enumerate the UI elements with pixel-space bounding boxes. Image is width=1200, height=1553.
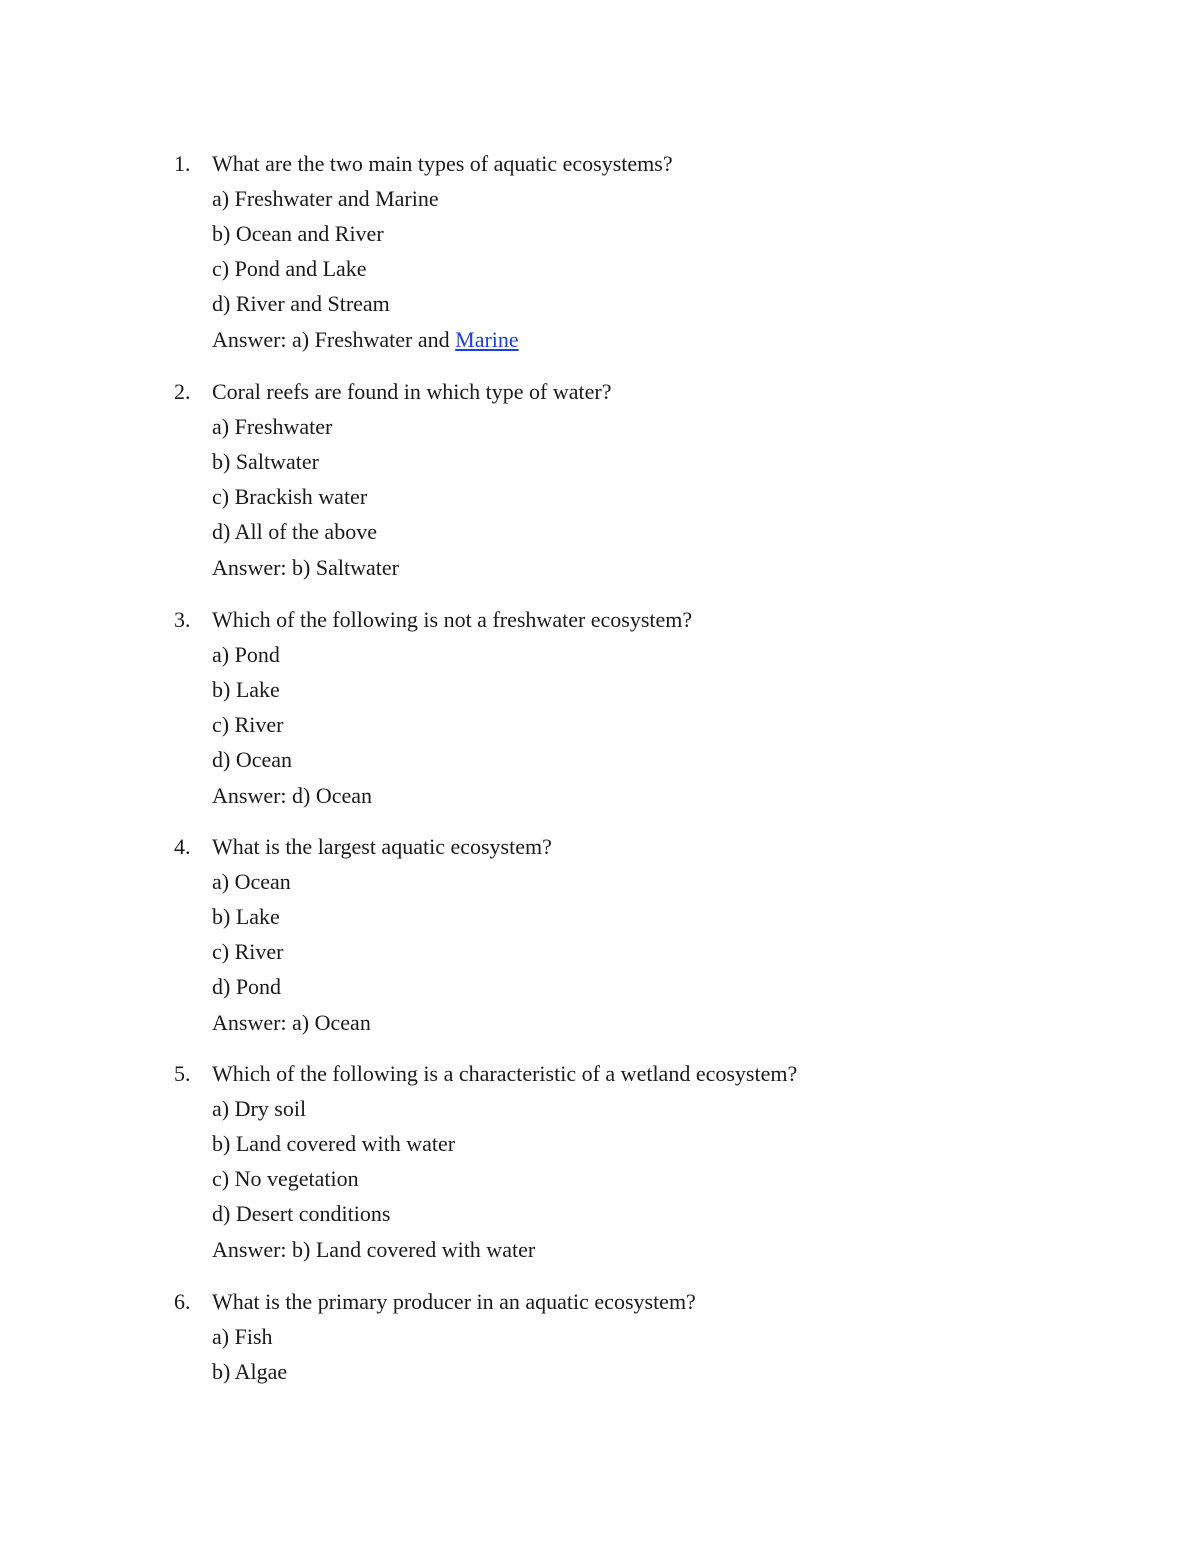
option-a: a) Freshwater	[212, 414, 333, 439]
option-a: a) Fish	[212, 1324, 273, 1349]
question-text: Which of the following is not a freshwater ecosystem?	[212, 607, 693, 632]
question-number: 1.	[174, 151, 191, 176]
option-d: d) All of the above	[212, 519, 377, 544]
option-a: a) Freshwater and Marine	[212, 186, 439, 211]
option-c: c) Pond and Lake	[212, 256, 367, 281]
option-c: c) River	[212, 712, 284, 737]
option-b: b) Ocean and River	[212, 221, 384, 246]
answer-text: Answer: a) Ocean	[212, 1010, 371, 1035]
answer-text: Answer: b) Saltwater	[212, 555, 399, 580]
question-number: 6.	[174, 1289, 191, 1314]
question-number: 5.	[174, 1061, 191, 1086]
question-number: 4.	[174, 834, 191, 859]
question-text: What is the primary producer in an aquatic ecosystem?	[212, 1289, 696, 1314]
option-c: c) Brackish water	[212, 484, 368, 509]
answer-text: Answer: b) Land covered with water	[212, 1237, 536, 1262]
question-text: Which of the following is a characteristic of a wetland ecosystem?	[212, 1061, 798, 1086]
option-d: d) Desert conditions	[212, 1201, 391, 1226]
question-number: 2.	[174, 379, 191, 404]
option-a: a) Ocean	[212, 869, 291, 894]
option-b: b) Lake	[212, 677, 280, 702]
answer-text: Answer: a) Freshwater and	[212, 327, 456, 352]
option-a: a) Dry soil	[212, 1096, 307, 1121]
option-b: b) Lake	[212, 904, 280, 929]
answer-text: Answer: d) Ocean	[212, 783, 373, 808]
option-d: d) Pond	[212, 974, 282, 999]
question-text: Coral reefs are found in which type of water?	[212, 379, 612, 404]
marine-link[interactable]: Marine	[455, 327, 519, 352]
option-c: c) River	[212, 939, 284, 964]
option-a: a) Pond	[212, 642, 280, 667]
option-c: c) No vegetation	[212, 1166, 359, 1191]
option-b: b) Saltwater	[212, 449, 319, 474]
question-text: What is the largest aquatic ecosystem?	[212, 834, 552, 859]
option-b: b) Land covered with water	[212, 1131, 456, 1156]
question-text: What are the two main types of aquatic ecosystems?	[212, 151, 673, 176]
option-d: d) River and Stream	[212, 291, 390, 316]
question-number: 3.	[174, 607, 191, 632]
answer-line	[212, 322, 519, 357]
option-b: b) Algae	[212, 1359, 288, 1384]
option-d: d) Ocean	[212, 747, 293, 772]
